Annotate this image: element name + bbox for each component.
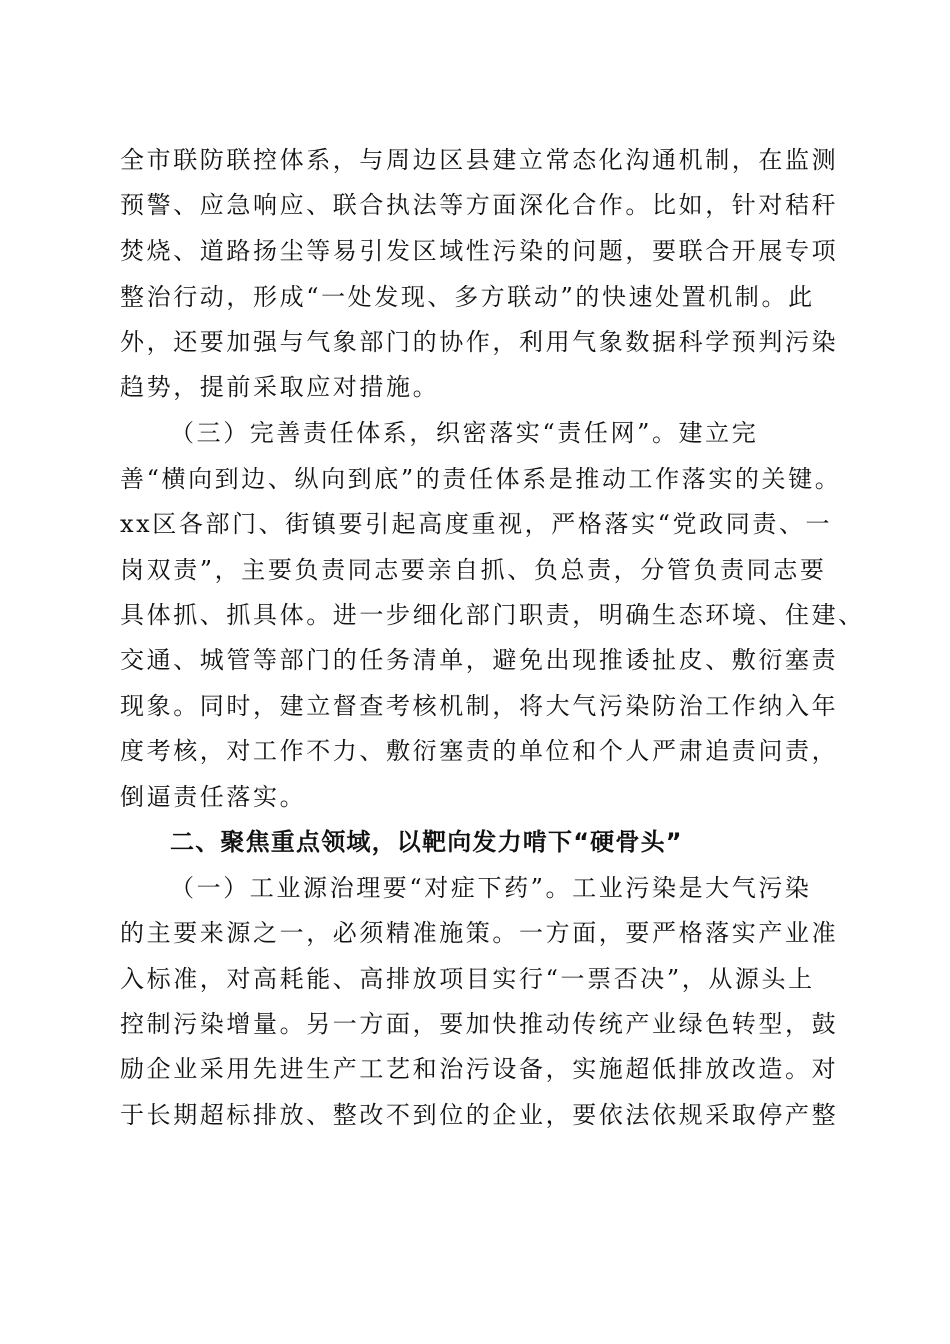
text-line-18: 的主要来源之一，必须精准施策。一方面，要严格落实产业准 — [120, 919, 839, 947]
text-line-10: 岗双责”，主要负责同志要亲自抓、负总责，分管负责同志要 — [120, 556, 827, 584]
text-line-4: 整治行动，形成“一处发现、多方联动”的快速处置机制。此 — [120, 283, 815, 311]
section-3-first-line: （三）完善责任体系，织密落实“责任网”。建立完 — [170, 419, 759, 447]
text-line-2: 预警、应急响应、联合执法等方面深化合作。比如，针对秸秆 — [120, 191, 839, 219]
text-line-21: 励企业采用先进生产工艺和治污设备，实施超低排放改造。对 — [120, 1055, 839, 1083]
text-line-20: 控制污染增量。另一方面，要加快推动传统产业绿色转型，鼓 — [120, 1010, 839, 1038]
text-line-5: 外，还要加强与气象部门的协作，利用气象数据科学预判污染 — [120, 328, 839, 356]
text-line-15: 倒逼责任落实。 — [120, 783, 307, 811]
text-line-6: 趋势，提前采取应对措施。 — [120, 373, 440, 401]
text-line-1: 全市联防联控体系，与周边区县建立常态化沟通机制，在监测 — [120, 146, 839, 174]
text-line-14: 度考核，对工作不力、敷衍塞责的单位和个人严肃追责问责， — [120, 737, 839, 765]
subsection-1-first-line: （一）工业源治理要“对症下药”。工业污染是大气污染 — [170, 874, 812, 902]
text-line-13: 现象。同时，建立督查考核机制，将大气污染防治工作纳入年 — [120, 692, 839, 720]
text-line-12: 交通、城管等部门的任务清单，避免出现推诿扯皮、敷衍塞责 — [120, 646, 839, 674]
text-line-19: 入标准，对高耗能、高排放项目实行“一票否决”，从源头上 — [120, 965, 815, 993]
text-line-11: 具体抓、抓具体。进一步细化部门职责，明确生态环境、住建、 — [120, 601, 865, 629]
text-line-8: 善“横向到边、纵向到底”的责任体系是推动工作落实的关键。 — [120, 465, 842, 493]
text-line-22: 于长期超标排放、整改不到位的企业，要依法依规采取停产整 — [120, 1101, 839, 1129]
section-heading-2: 二、聚焦重点领域，以靶向发力啃下“硬骨头” — [170, 828, 683, 856]
text-line-3: 焚烧、道路扬尘等易引发区域性污染的问题，要联合开展专项 — [120, 237, 839, 265]
text-line-9: xx区各部门、街镇要引起高度重视，严格落实“党政同责、一 — [120, 510, 833, 538]
